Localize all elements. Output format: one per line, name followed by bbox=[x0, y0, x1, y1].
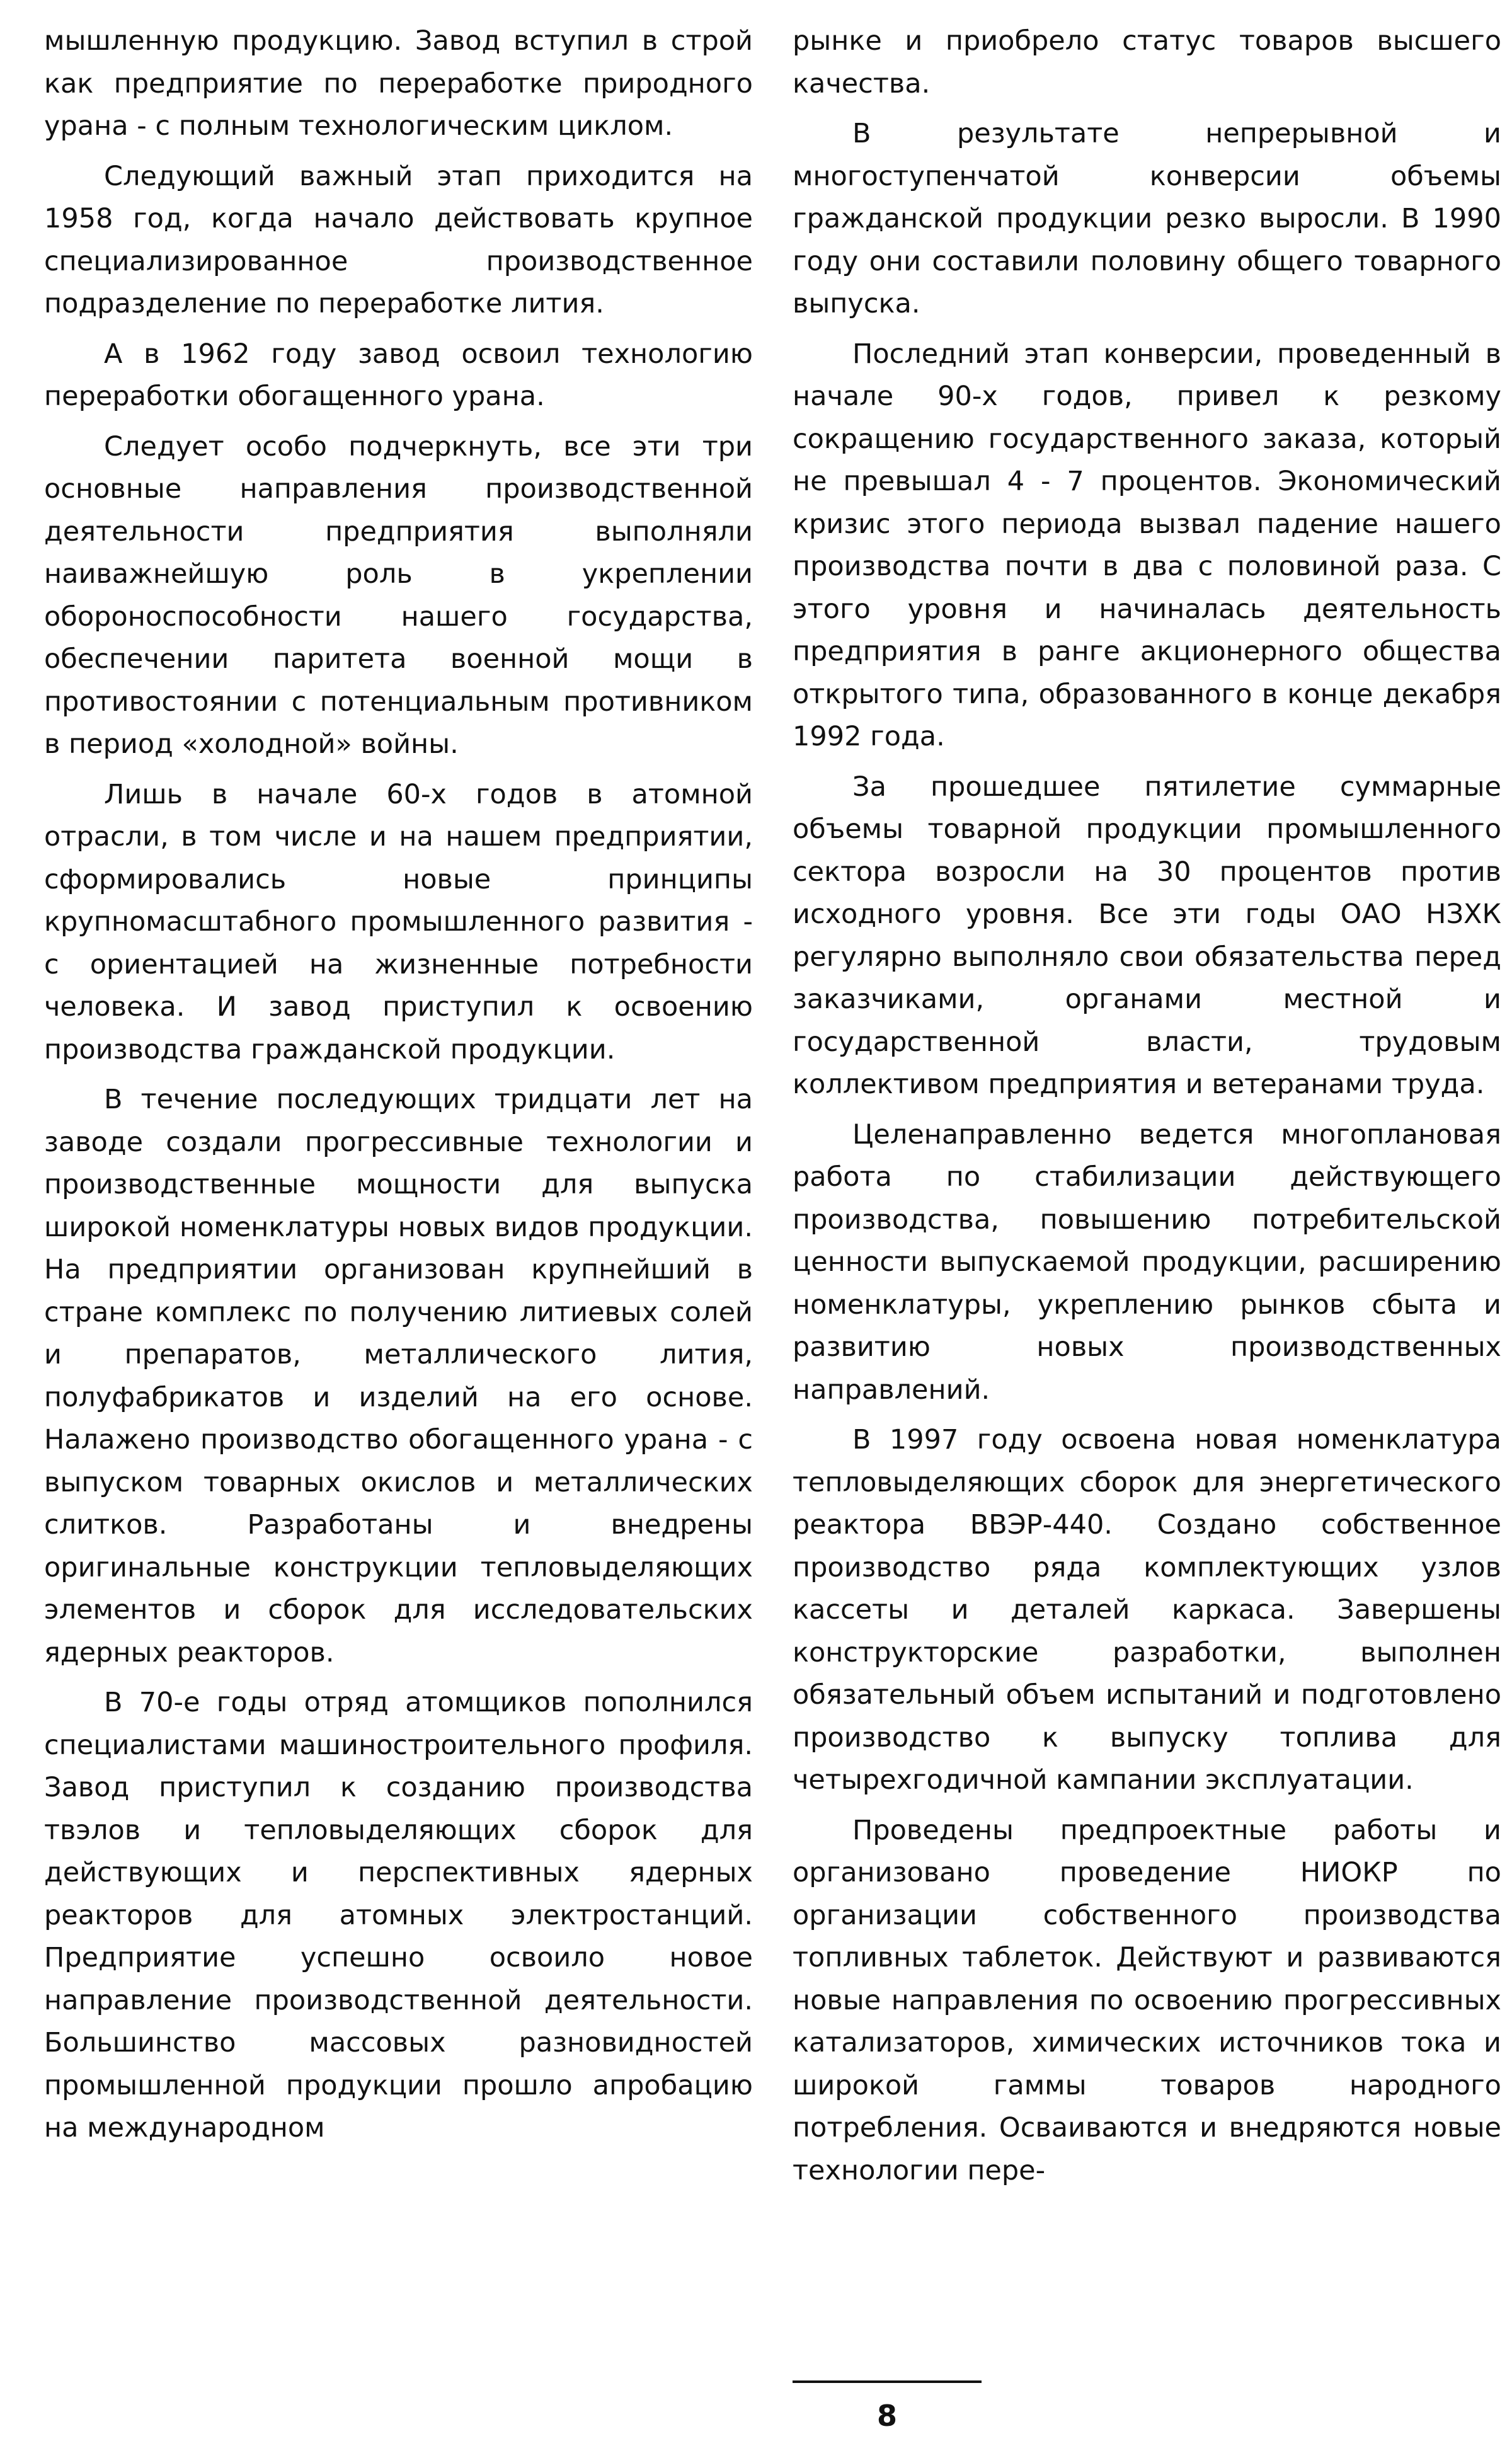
paragraph: В 70-е годы отряд атомщиков пополнился специалистами машиностроительного профиля. Завод приступил к созданию производства твэлов и тепловыделяющих сборок для действующих и перспективных ядерных реакторов для атомных электростанций. Предприятие успешно освоило новое направление производственной деятельности. Большинство массовых разновидностей промышленной продукции прошло апробацию на международном bbox=[44, 1687, 753, 2144]
paragraph: В результате непрерывной и многоступенчатой конверсии объемы гражданской продукции резко выросли. В 1990 году они составили половину общего товарного выпуска. bbox=[793, 118, 1501, 319]
paragraph: В 1997 году освоена новая номенклатура тепловыделяющих сборок для энергетического реактора ВВЭР-440. Создано собственное производство ряда комплектующих узлов кассеты и деталей каркаса. Завершены конструкторские разработки, выполнен обязательный объем испытаний и подготовлено производство к выпуску топлива для четырехгодичной кампании эксплуатации. bbox=[793, 1424, 1501, 1796]
paragraph: мышленную продукцию. Завод вступил в строй как предприятие по переработке природного урана - с полным технологическим циклом. bbox=[44, 25, 753, 142]
paragraph: Целенаправленно ведется многоплановая работа по стабилизации действующего производства, повышению потребительской ценности выпускаемой продукции, расширению номенклатуры, укреплению рынков сбыта и развитию новых производственных направлений. bbox=[793, 1118, 1501, 1406]
right-column bbox=[793, 20, 1501, 2200]
footer-rule bbox=[793, 2380, 982, 2383]
paragraph: Лишь в начале 60-х годов в атомной отрасли, в том числе и на нашем предприятии, сформировались новые принципы крупномасштабного промышленного развития - с ориентацией на жизненные потребности человека. И завод приступил к освоению производства гражданской продукции. bbox=[44, 778, 753, 1065]
paragraph: Следует особо подчеркнуть, все эти три основные направления производственной деятельности предприятия выполняли наиважнейшую роль в укреплении обороноспособности нашего государства, обеспечении паритета военной мощи в противостоянии с потенциальным противником в период «холодной» войны. bbox=[44, 430, 753, 760]
paragraph: В течение последующих тридцати лет на заводе создали прогрессивные технологии и производственные мощности для выпуска широкой номенклатуры новых видов продукции. На предприятии организован крупнейший в стране комплекс по получению литиевых солей и препаратов, металлического лития, полуфабрикатов и изделий на его основе. Налажено производство обогащенного урана - с выпуском товарных окислов и металлических слитков. Разработаны и внедрены оригинальные конструкции тепловыделяющих элементов и сборок для исследовательских ядерных реакторов. bbox=[44, 1084, 753, 1668]
paragraph: Последний этап конверсии, проведенный в начале 90-х годов, привел к резкому сокращению государственного заказа, который не превышал 4 - 7 процентов. Экономический кризис этого периода вызвал падение нашего производства почти в два с половиной раза. С этого уровня и начиналась деятельность предприятия в ранге акционерного общества открытого типа, образованного в конце декабря 1992 года. bbox=[793, 338, 1501, 752]
paragraph: Проведены предпроектные работы и организовано проведение НИОКР по организации собственного производства топливных таблеток. Действуют и развиваются новые направления по освоению прогрессивных катализаторов, химических источников тока и широкой гаммы товаров народного потребления. Осваиваются и внедряются новые технологии пере- bbox=[793, 1814, 1501, 2186]
paragraph: За прошедшее пятилетие суммарные объемы товарной продукции промышленного сектора возросли на 30 процентов против исходного уровня. Все эти годы ОАО НЗХК регулярно выполняло свои обязательства перед заказчиками, органами местной и государственной власти, трудовым коллективом предприятия и ветеранами труда. bbox=[793, 771, 1501, 1100]
page-number: 8 bbox=[876, 2399, 897, 2433]
paragraph: рынке и приобрело статус товаров высшего качества. bbox=[793, 25, 1501, 100]
paragraph: А в 1962 году завод освоил технологию переработки обогащенного урана. bbox=[44, 338, 753, 412]
paragraph: Следующий важный этап приходится на 1958 год, когда начало действовать крупное специализированное производственное подразделение по переработке лития. bbox=[44, 160, 753, 319]
left-column bbox=[44, 20, 753, 2157]
